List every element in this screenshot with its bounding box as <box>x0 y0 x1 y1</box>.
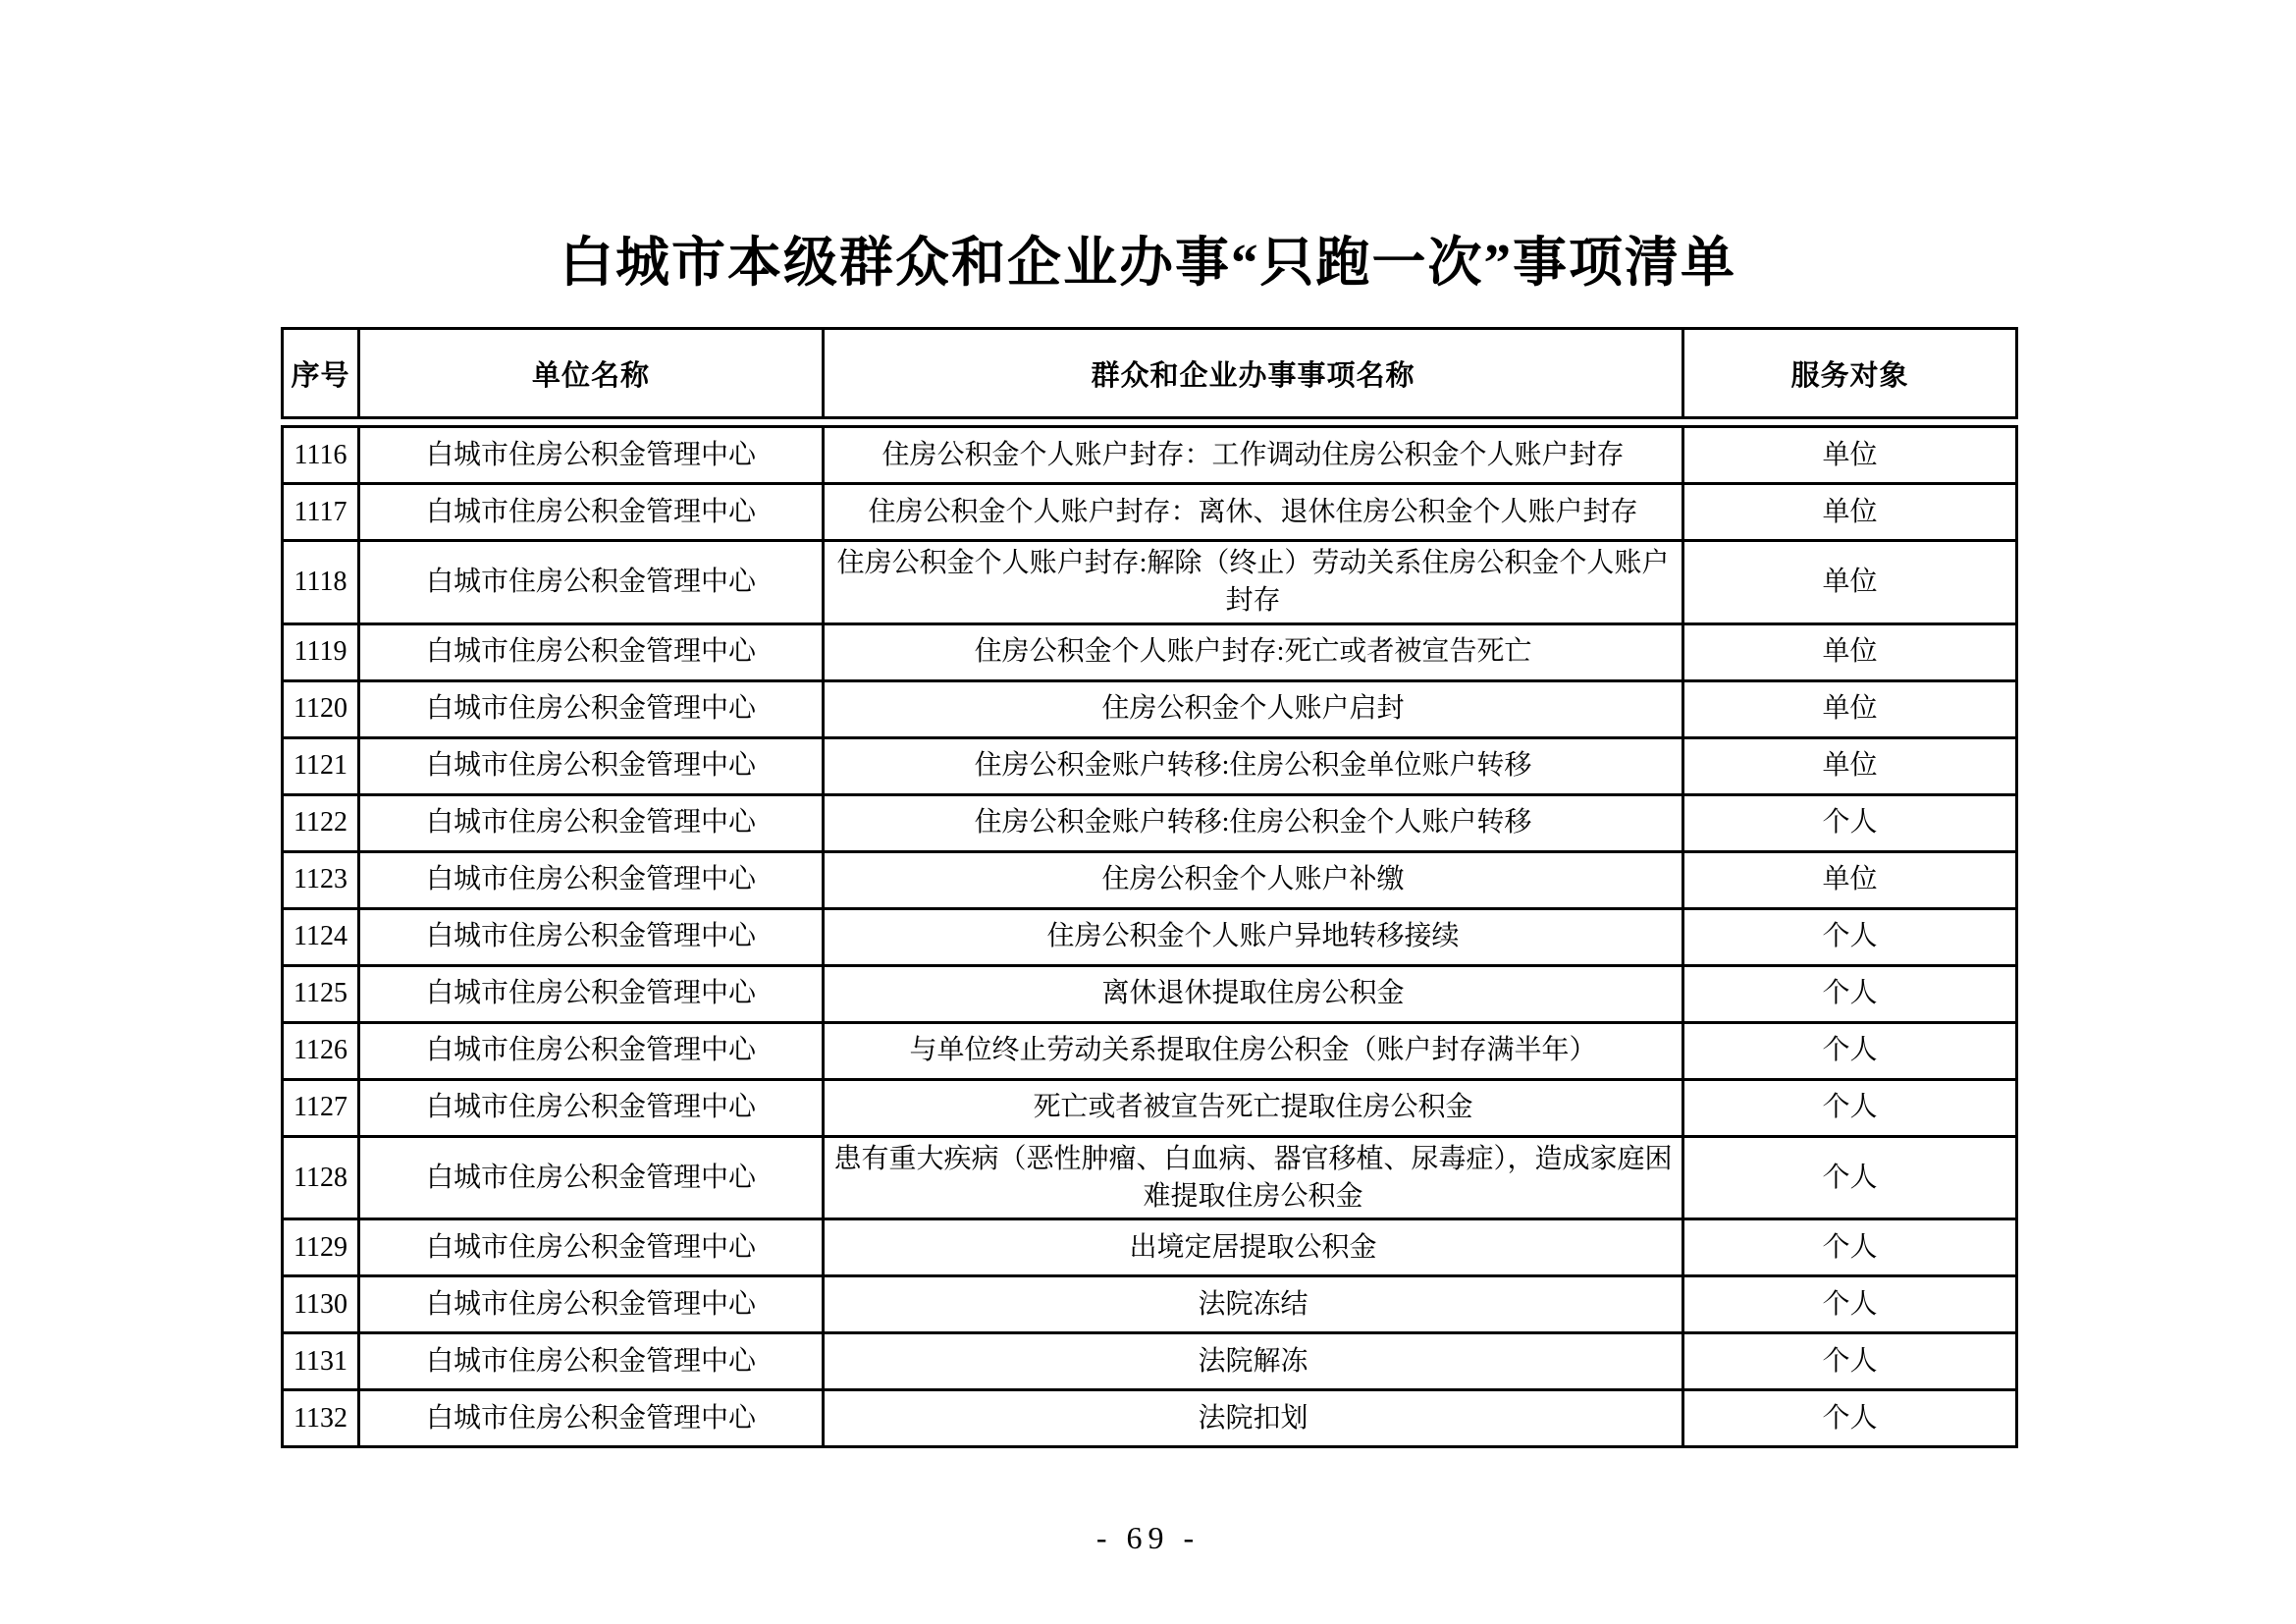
cell-item: 住房公积金个人账户封存:解除（终止）劳动关系住房公积金个人账户封存 <box>824 541 1683 624</box>
cell-target: 个人 <box>1683 1219 2017 1276</box>
table-row <box>283 1219 2017 1276</box>
cell-unit: 白城市住房公积金管理中心 <box>359 427 824 484</box>
cell-seq: 1132 <box>283 1390 359 1447</box>
table-row <box>283 794 2017 851</box>
col-header-seq: 序号 <box>283 329 359 418</box>
cell-unit: 白城市住房公积金管理中心 <box>359 965 824 1022</box>
cell-unit: 白城市住房公积金管理中心 <box>359 484 824 541</box>
cell-unit: 白城市住房公积金管理中心 <box>359 1390 824 1447</box>
table-row <box>283 1333 2017 1390</box>
table-row <box>283 965 2017 1022</box>
cell-item: 住房公积金账户转移:住房公积金个人账户转移 <box>824 794 1683 851</box>
col-header-item: 群众和企业办事事项名称 <box>824 329 1683 418</box>
cell-target: 个人 <box>1683 965 2017 1022</box>
table-row <box>283 541 2017 624</box>
table-row <box>283 851 2017 908</box>
cell-unit: 白城市住房公积金管理中心 <box>359 1136 824 1219</box>
cell-unit: 白城市住房公积金管理中心 <box>359 908 824 965</box>
cell-target: 个人 <box>1683 908 2017 965</box>
cell-seq: 1117 <box>283 484 359 541</box>
cell-item: 出境定居提取公积金 <box>824 1219 1683 1276</box>
cell-unit: 白城市住房公积金管理中心 <box>359 851 824 908</box>
cell-target: 个人 <box>1683 1276 2017 1333</box>
cell-seq: 1125 <box>283 965 359 1022</box>
cell-seq: 1116 <box>283 427 359 484</box>
cell-item: 患有重大疾病（恶性肿瘤、白血病、器官移植、尿毒症），造成家庭困难提取住房公积金 <box>824 1136 1683 1219</box>
table-row <box>283 1079 2017 1136</box>
table-row <box>283 1136 2017 1219</box>
cell-seq: 1123 <box>283 851 359 908</box>
cell-target: 个人 <box>1683 1022 2017 1079</box>
page-title: 白城市本级群众和企业办事“只跑一次”事项清单 <box>559 233 1736 293</box>
cell-seq: 1122 <box>283 794 359 851</box>
table-row <box>283 427 2017 484</box>
cell-item: 法院冻结 <box>824 1276 1683 1333</box>
cell-target: 个人 <box>1683 1136 2017 1219</box>
cell-target: 单位 <box>1683 541 2017 624</box>
cell-item: 住房公积金个人账户异地转移接续 <box>824 908 1683 965</box>
cell-unit: 白城市住房公积金管理中心 <box>359 794 824 851</box>
cell-target: 单位 <box>1683 427 2017 484</box>
cell-seq: 1128 <box>283 1136 359 1219</box>
cell-seq: 1119 <box>283 623 359 680</box>
items-table <box>281 327 2015 1448</box>
cell-target: 单位 <box>1683 851 2017 908</box>
cell-item: 死亡或者被宣告死亡提取住房公积金 <box>824 1079 1683 1136</box>
cell-unit: 白城市住房公积金管理中心 <box>359 623 824 680</box>
table-row <box>283 623 2017 680</box>
cell-seq: 1130 <box>283 1276 359 1333</box>
table-row <box>283 1276 2017 1333</box>
table-row <box>283 1390 2017 1447</box>
table-row <box>283 737 2017 794</box>
cell-seq: 1131 <box>283 1333 359 1390</box>
table-row <box>283 680 2017 737</box>
cell-item: 住房公积金个人账户封存：工作调动住房公积金个人账户封存 <box>824 427 1683 484</box>
cell-target: 单位 <box>1683 680 2017 737</box>
cell-item: 住房公积金账户转移:住房公积金单位账户转移 <box>824 737 1683 794</box>
cell-target: 单位 <box>1683 623 2017 680</box>
cell-unit: 白城市住房公积金管理中心 <box>359 541 824 624</box>
table-header-row <box>283 329 2017 418</box>
cell-unit: 白城市住房公积金管理中心 <box>359 1079 824 1136</box>
table-row <box>283 1022 2017 1079</box>
cell-target: 个人 <box>1683 794 2017 851</box>
cell-unit: 白城市住房公积金管理中心 <box>359 1276 824 1333</box>
cell-item: 法院扣划 <box>824 1390 1683 1447</box>
cell-unit: 白城市住房公积金管理中心 <box>359 1219 824 1276</box>
cell-item: 住房公积金个人账户补缴 <box>824 851 1683 908</box>
cell-target: 单位 <box>1683 484 2017 541</box>
page-number: - 69 - <box>1095 1520 1201 1555</box>
cell-unit: 白城市住房公积金管理中心 <box>359 737 824 794</box>
cell-seq: 1129 <box>283 1219 359 1276</box>
cell-item: 法院解冻 <box>824 1333 1683 1390</box>
cell-seq: 1121 <box>283 737 359 794</box>
cell-seq: 1124 <box>283 908 359 965</box>
cell-item: 住房公积金个人账户启封 <box>824 680 1683 737</box>
cell-target: 个人 <box>1683 1333 2017 1390</box>
col-header-unit: 单位名称 <box>359 329 824 418</box>
cell-seq: 1118 <box>283 541 359 624</box>
cell-unit: 白城市住房公积金管理中心 <box>359 680 824 737</box>
table-row <box>283 908 2017 965</box>
cell-seq: 1120 <box>283 680 359 737</box>
items-table-body <box>281 425 2018 1448</box>
cell-target: 个人 <box>1683 1390 2017 1447</box>
cell-unit: 白城市住房公积金管理中心 <box>359 1333 824 1390</box>
cell-item: 住房公积金个人账户封存:死亡或者被宣告死亡 <box>824 623 1683 680</box>
cell-item: 离休退休提取住房公积金 <box>824 965 1683 1022</box>
cell-target: 个人 <box>1683 1079 2017 1136</box>
cell-item: 住房公积金个人账户封存：离休、退休住房公积金个人账户封存 <box>824 484 1683 541</box>
cell-seq: 1126 <box>283 1022 359 1079</box>
col-header-target: 服务对象 <box>1683 329 2017 418</box>
cell-item: 与单位终止劳动关系提取住房公积金（账户封存满半年） <box>824 1022 1683 1079</box>
cell-seq: 1127 <box>283 1079 359 1136</box>
cell-unit: 白城市住房公积金管理中心 <box>359 1022 824 1079</box>
cell-target: 单位 <box>1683 737 2017 794</box>
items-table-header <box>281 327 2018 419</box>
table-row <box>283 484 2017 541</box>
